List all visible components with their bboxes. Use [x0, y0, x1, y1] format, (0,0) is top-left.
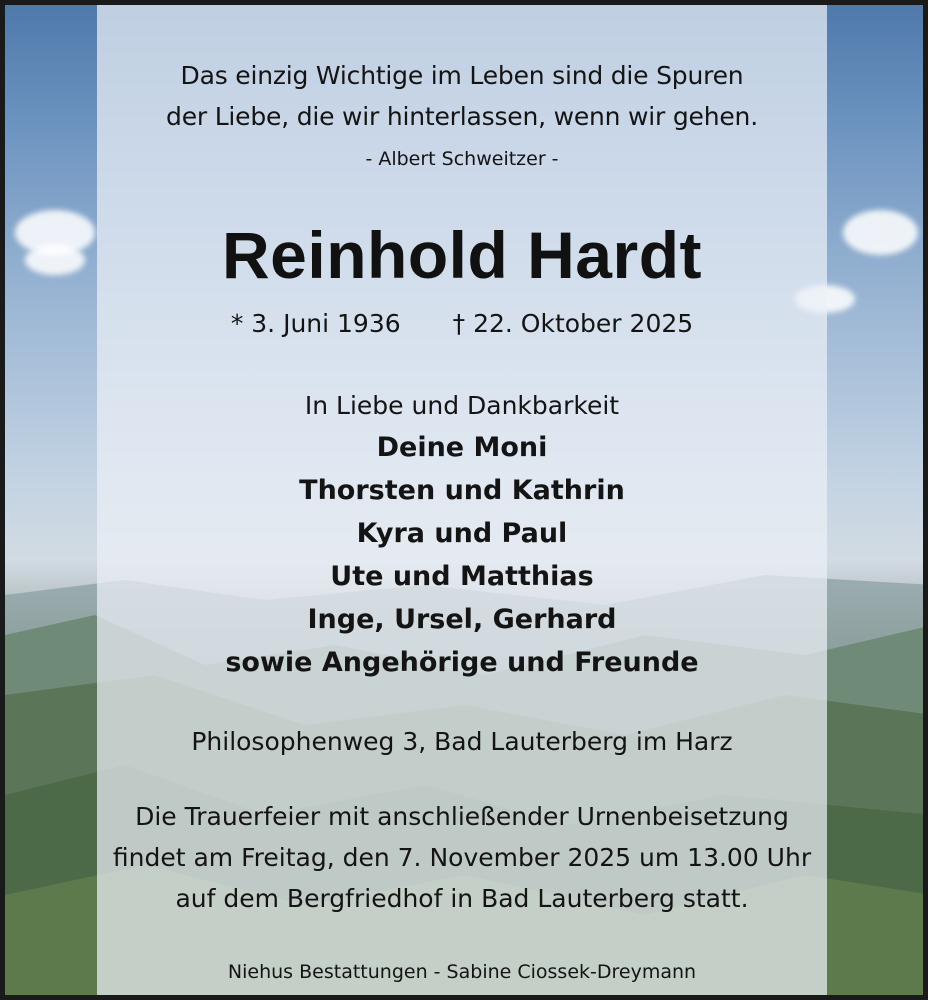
death-date: † 22. Oktober 2025 [452, 309, 694, 338]
ceremony-line-1: Die Trauerfeier mit anschließender Urnenbeisetzung [135, 802, 789, 831]
cloud-left-small [25, 245, 85, 275]
quote-line-1: Das einzig Wichtige im Leben sind die Spuren [180, 61, 744, 90]
undertaker-credit: Niehus Bestattungen - Sabine Ciossek-Dreymann [227, 961, 697, 983]
mourner-line: Deine Moni [376, 432, 548, 463]
mourner-line: Kyra und Paul [356, 518, 568, 549]
family-address: Philosophenweg 3, Bad Lauterberg im Harz [191, 727, 733, 756]
cloud-right [843, 210, 918, 255]
quote-author: - Albert Schweitzer - [365, 148, 559, 170]
mourner-line: sowie Angehörige und Freunde [225, 647, 699, 678]
birth-date: * 3. Juni 1936 [230, 309, 401, 338]
mourners-intro: In Liebe und Dankbarkeit [304, 391, 620, 420]
deceased-name: Reinhold Hardt [222, 218, 702, 292]
mourner-line: Ute und Matthias [330, 561, 594, 592]
quote-line-2: der Liebe, die wir hinterlassen, wenn wir gehen. [166, 102, 758, 131]
ceremony-line-2: findet am Freitag, den 7. November 2025 um 13.00 Uhr [112, 843, 812, 872]
life-dates [97, 309, 827, 338]
ceremony-line-3: auf dem Bergfriedhof in Bad Lauterberg statt. [175, 884, 749, 913]
mourner-line: Inge, Ursel, Gerhard [307, 604, 617, 635]
mourner-line: Thorsten und Kathrin [299, 475, 625, 506]
